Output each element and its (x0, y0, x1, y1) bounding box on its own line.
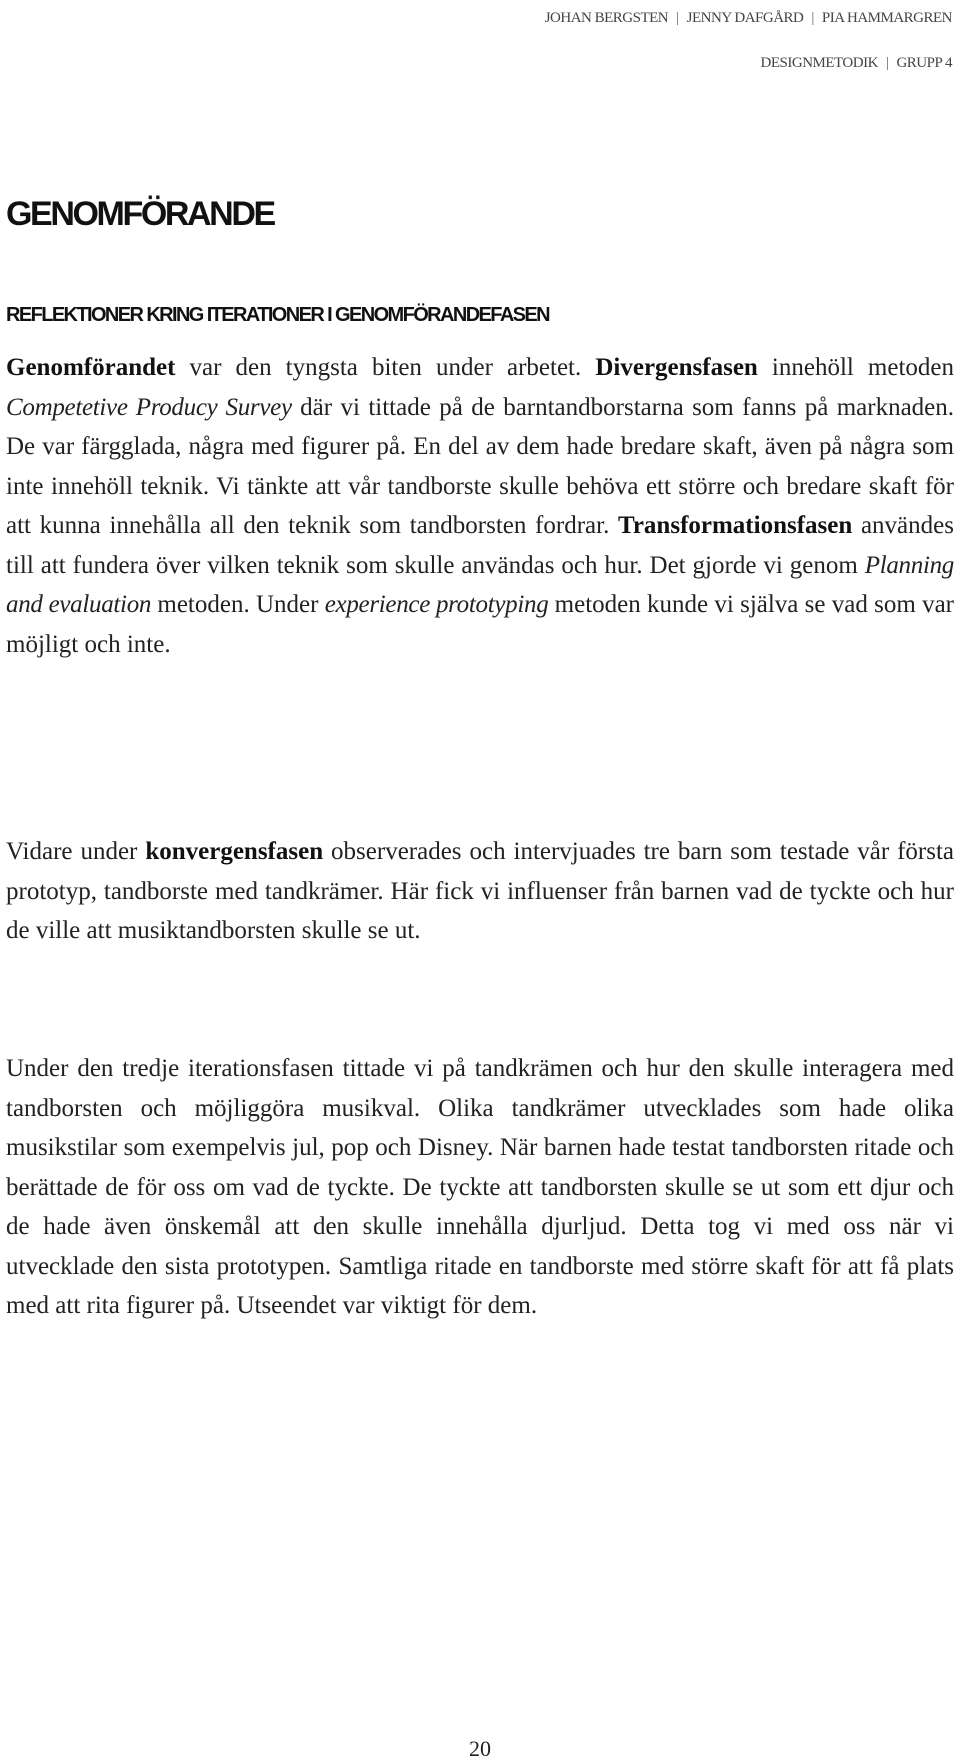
method-name: Planning and evaluation (6, 551, 954, 618)
header-separator: | (811, 10, 814, 26)
header-separator: | (676, 10, 679, 26)
header-course-name: DESIGNMETODIK (760, 55, 878, 71)
text-run: användes till att fundera över vilken teknik som skulle användas och hur. Det gjorde vi genom (6, 512, 954, 579)
header-separator: | (885, 55, 889, 71)
text-run: var den tyngsta biten under arbetet. (175, 354, 596, 381)
text-run: metoden. Under (151, 591, 325, 618)
paragraph-2 (6, 832, 954, 951)
text-run: Vidare under (6, 838, 146, 865)
text-run: metoden kunde vi själva se vad som var möjligt och inte. (6, 591, 954, 658)
header-author-3: PIA HAMMARGREN (821, 10, 952, 26)
text-run: innehöll metoden (757, 354, 954, 381)
paragraph-1 (6, 348, 954, 664)
header-author-1: JOHAN BERGSTEN (544, 10, 669, 26)
paragraph-3 (6, 1049, 954, 1326)
page-number: 20 (469, 1736, 491, 1761)
header-author-2: JENNY DAFGÅRD (686, 10, 804, 26)
header-course (545, 49, 952, 77)
running-header (545, 4, 952, 94)
header-authors (545, 4, 952, 32)
term-konvergensfasen: konvergensfasen (145, 838, 324, 865)
page-title: GENOMFÖRANDE (6, 195, 274, 233)
term-divergensfasen: Divergensfasen (595, 354, 758, 381)
method-name: experience prototyping (324, 591, 549, 618)
text-run: Under den tredje iterationsfasen tittade vi på tandkrämen och hur den skulle interagera med tandborsten och möjliggöra musikval. Olika tandkrämer utvecklades som hade olika musikstilar som exempelvis jul, pop och Disney. När barnen hade testat tandborsten ritade och berättade de för oss om vad de tyckte. De tyckte att tandborsten skulle se ut som ett djur och de hade även önskemål att den skulle innehålla djurljud. Detta tog vi med oss när vi utvecklade den sista prototypen. Samtliga ritade en tandborste med större skaft för att få plats med att rita figurer på. Utseendet var viktigt för dem. (6, 1055, 954, 1319)
method-name: Competetive Producy Survey (6, 393, 292, 421)
text-run: observerades och intervjuades tre barn som testade vår första prototyp, tandborste med tandkrämer. Här fick vi influenser från barnen vad de tyckte och hur de ville att musiktandborsten skulle se ut. (6, 838, 954, 944)
term-genomforandet: Genomförandet (6, 354, 176, 381)
header-group: GRUPP 4 (896, 55, 952, 71)
text-run: där vi tittade på de barntandborstarna som fanns på marknaden. De var färgglada, några med figurer på. En del av dem hade bredare skaft, även på några som inte innehöll teknik. Vi tänkte att vår tandborste skulle behöva ett större och bredare skaft för att kunna innehålla all den teknik som tandborsten fordrar. (6, 393, 955, 539)
term-transformationsfasen: Transformationsfasen (618, 512, 853, 539)
section-heading: REFLEKTIONER KRING ITERATIONER I GENOMFÖRANDEFASEN (6, 304, 549, 326)
